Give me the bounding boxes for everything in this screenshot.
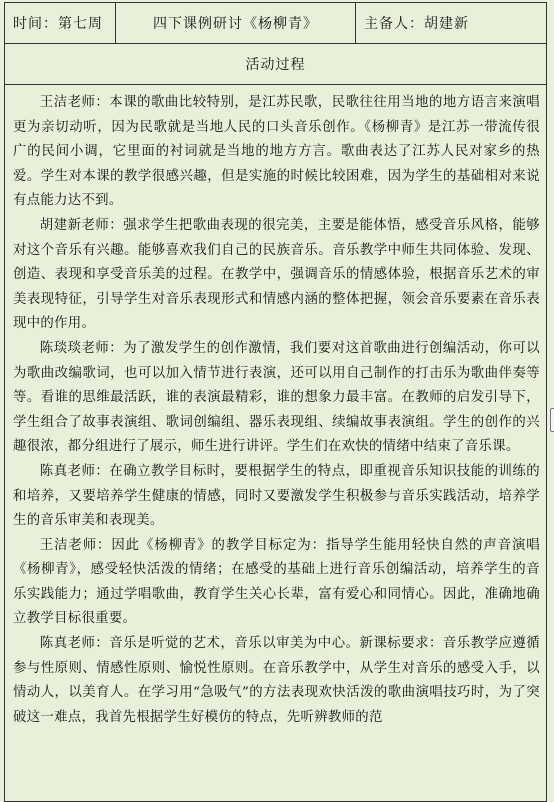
- section-title: 活动过程: [5, 44, 546, 85]
- activity-content: [5, 85, 546, 730]
- lesson-record-table: [4, 2, 547, 802]
- paragraph: 陈琰琰老师：为了激发学生的创作激情，我们要对这首歌曲进行创编活动，你可以为歌曲改编歌词，也可以加入情节进行表演，还可以用自己制作的打击乐为歌曲伴奏等等。看谁的思维最活跃，谁的表演最精彩，谁的想象力最丰富。在教师的启发引导下，学生组合了故事表演组、歌词创编组、器乐表现组、续编故事表演组。学生的创作的兴趣很浓，都分组进行了展示，师生进行讲评。学生们在欢快的情绪中结束了音乐课。: [13, 340, 540, 455]
- paragraph: 王洁老师：本课的歌曲比较特别，是江苏民歌，民歌往往用当地的地方语言来演唱更为亲切动听，因为民歌就是当地人民的口头音乐创作。《杨柳青》是江苏一带流传很广的民间小调，它里面的衬词就是当地的地方方言。歌曲表达了江苏人民对家乡的热爱。学生对本课的教学很感兴趣，但是实施的时候比较困难，因为学生的基础相对来说有点能力达不到。: [13, 95, 540, 209]
- scroll-handle[interactable]: [550, 408, 554, 432]
- header-row: [5, 3, 546, 44]
- topic-cell: 四下课例研讨《杨柳青》: [116, 3, 356, 43]
- time-cell: 时间：第七周: [5, 3, 116, 43]
- paragraph: 王洁老师：因此《杨柳青》的教学目标定为：指导学生能用轻快自然的声音演唱《杨柳青》，感受轻快活泼的情绪；在感受的基础上进行音乐创编活动，培养学生的音乐实践能力；通过学唱歌曲，教育学生关心长辈，富有爱心和同情心。因此，准确地确立教学目标很重要。: [13, 537, 540, 627]
- paragraph: 胡建新老师：强求学生把歌曲表现的很完美，主要是能体悟，感受音乐风格，能够对这个音乐有兴趣。能够喜欢我们自己的民族音乐。音乐教学中师生共同体验、发现、创造、表现和享受音乐美的过程。在教学中，强调音乐的情感体验，根据音乐艺术的审美表现特征，引导学生对音乐表现形式和情感内涵的整体把握，领会音乐要素在音乐表现中的作用。: [13, 217, 540, 332]
- paragraph: 陈真老师：音乐是听觉的艺术，音乐以审美为中心。新课标要求：音乐教学应遵循参与性原则、情感性原则、愉悦性原则。在音乐教学中，从学生对音乐的感受入手，以情动人，以美育人。在学习用“急吸气”的方法表现欢快活泼的歌曲演唱技巧时，为了突破这一难点，我首先根据学生好模仿的特点，先听辨教师的范: [13, 636, 540, 725]
- paragraph: 陈真老师：在确立教学目标时，要根据学生的特点，即重视音乐知识技能的训练的和培养，又要培养学生健康的情感，同时又要激发学生积极参与音乐实践活动，培养学生的音乐审美和表现美。: [13, 463, 540, 529]
- host-cell: 主备人：胡建新: [364, 16, 469, 32]
